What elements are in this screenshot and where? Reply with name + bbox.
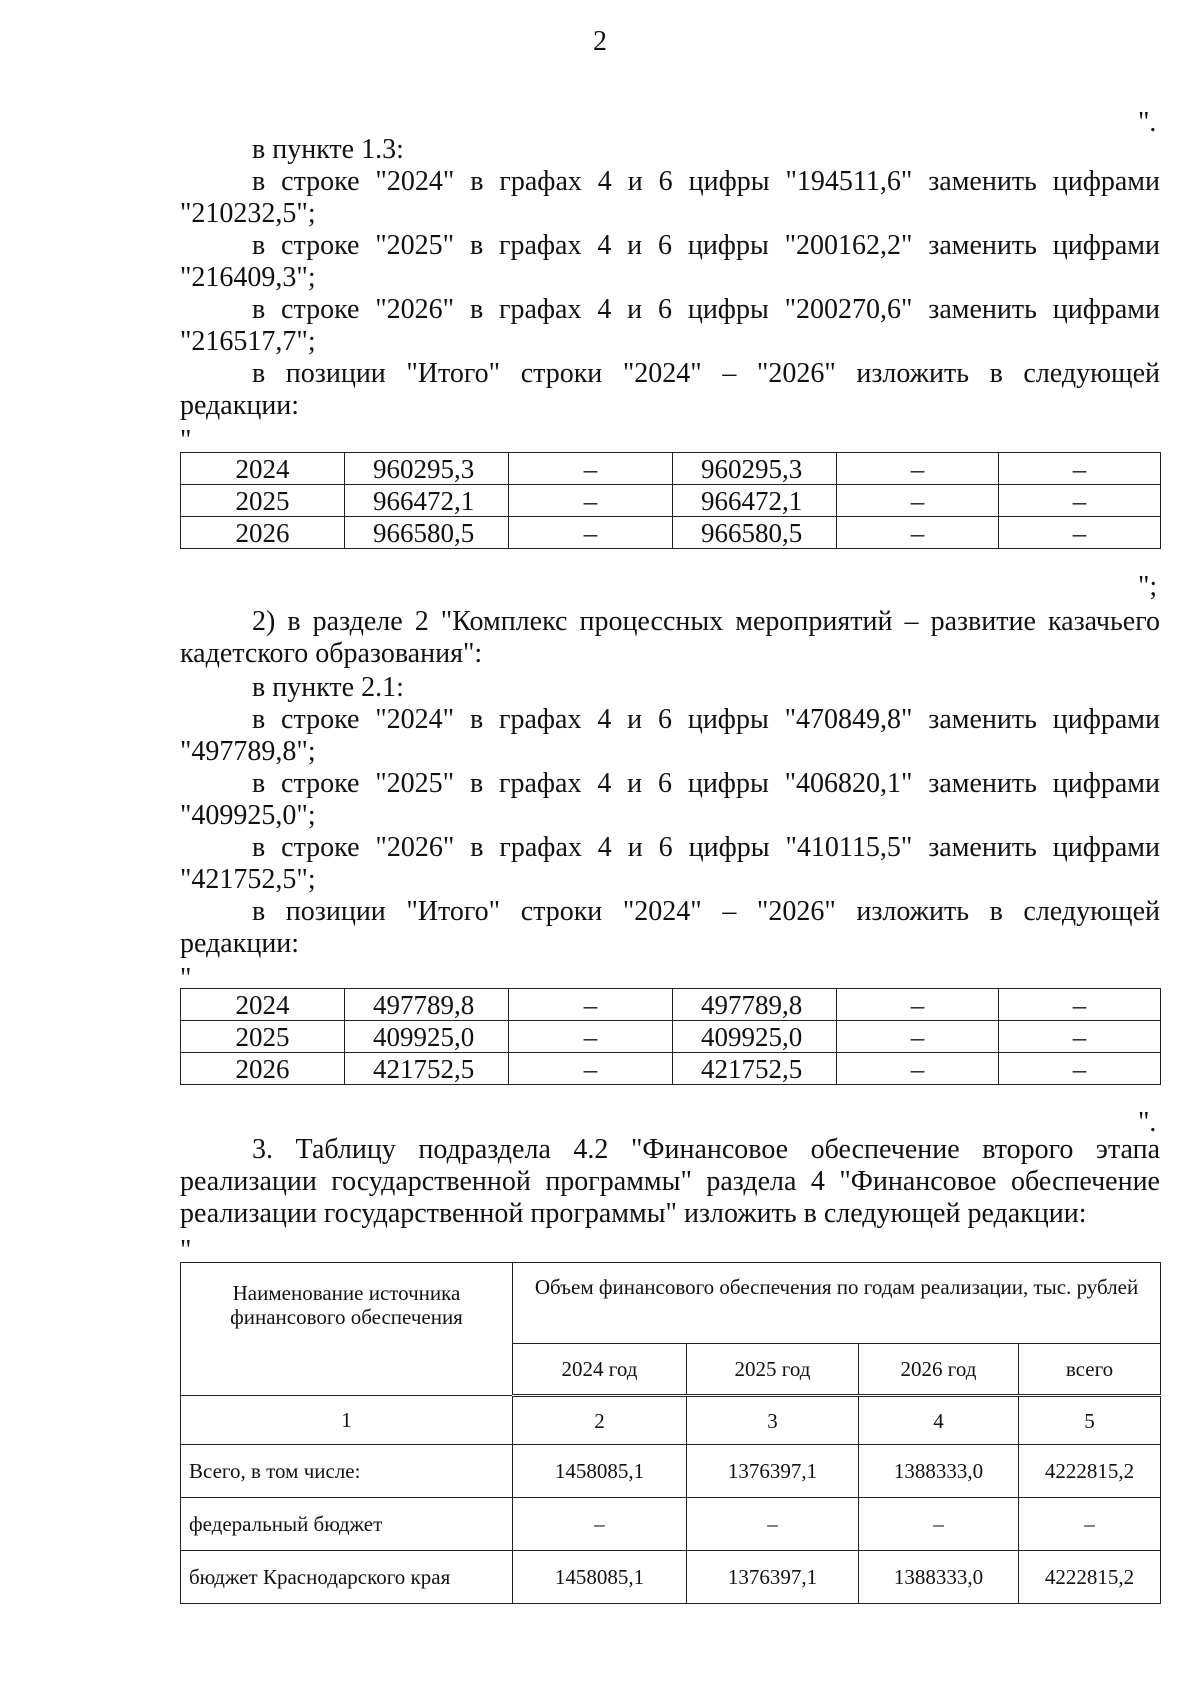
cell: 966580,5 <box>345 517 509 549</box>
cell: 966472,1 <box>673 485 837 517</box>
cell: 497789,8 <box>345 989 509 1021</box>
cell: 2025 <box>181 1021 345 1053</box>
cell: 1458085,1 <box>513 1551 687 1604</box>
s2-row2026-new: "421752,5"; <box>180 864 316 895</box>
cell: – <box>837 517 999 549</box>
page-number: 2 <box>593 26 607 57</box>
s1-total-a: в позиции "Итого" строки "2024" – "2026" изложить в следующей <box>252 358 1160 389</box>
s1-row2024-new: "210232,5"; <box>180 198 316 229</box>
s2-total-b: редакции: <box>180 928 300 959</box>
s1-table <box>180 452 1161 549</box>
column-number: 1 <box>181 1396 513 1445</box>
s2-open-quote: " <box>180 963 192 994</box>
cell: 960295,3 <box>673 453 837 485</box>
cell: 966472,1 <box>345 485 509 517</box>
column-number: 2 <box>513 1396 687 1445</box>
s2-row2025: в строке "2025" в графах 4 и 6 цифры "406820,1" заменить цифрами <box>252 768 1160 799</box>
source-name: бюджет Краснодарского края <box>181 1551 513 1604</box>
year-header: 2024 год <box>513 1344 687 1396</box>
table-row <box>181 1053 1161 1085</box>
s2-row2026: в строке "2026" в графах 4 и 6 цифры "410115,5" заменить цифрами <box>252 832 1160 863</box>
cell: – <box>509 453 673 485</box>
cell: – <box>509 1053 673 1085</box>
volume-header: Объем финансового обеспечения по годам реализации, тыс. рублей <box>513 1263 1161 1344</box>
cell: – <box>999 1053 1161 1085</box>
table-header-row <box>181 1263 1161 1344</box>
cell: 4222815,2 <box>1019 1445 1161 1498</box>
cell: 409925,0 <box>345 1021 509 1053</box>
column-number: 4 <box>859 1396 1019 1445</box>
cell: 4222815,2 <box>1019 1551 1161 1604</box>
s2-heading: 2) в разделе 2 "Комплекс процессных мероприятий – развитие казачьего кадетского образования": <box>180 606 1160 669</box>
year-header: 2026 год <box>859 1344 1019 1396</box>
s3-open-quote: " <box>180 1235 192 1266</box>
table-row <box>181 453 1161 485</box>
table-row <box>181 517 1161 549</box>
table-row <box>181 1021 1161 1053</box>
source-name: Всего, в том числе: <box>181 1445 513 1498</box>
table-row <box>181 485 1161 517</box>
s1-row2025: в строке "2025" в графах 4 и 6 цифры "200162,2" заменить цифрами <box>252 230 1160 261</box>
column-number: 3 <box>687 1396 859 1445</box>
s1-total-b: редакции: <box>180 390 300 421</box>
s2-total-a: в позиции "Итого" строки "2024" – "2026" изложить в следующей <box>252 896 1160 927</box>
s2-row2024: в строке "2024" в графах 4 и 6 цифры "470849,8" заменить цифрами <box>252 704 1160 735</box>
s3-heading: 3. Таблицу подраздела 4.2 "Финансовое обеспечение второго этапа реализации государственной программы" раздела 4 "Финансовое обеспечение реализации государственной программы" изложить в следующей редакции: <box>180 1134 1160 1229</box>
column-number: 5 <box>1019 1396 1161 1445</box>
column-number-row <box>181 1396 1161 1445</box>
cell: – <box>837 1053 999 1085</box>
cell: – <box>999 453 1161 485</box>
closing-quote-top: ". <box>1138 107 1157 138</box>
cell: – <box>859 1498 1019 1551</box>
table-row <box>181 989 1161 1021</box>
cell: – <box>1019 1498 1161 1551</box>
cell: – <box>837 989 999 1021</box>
cell: – <box>687 1498 859 1551</box>
source-header: Наименование источника финансового обеспечения <box>181 1263 513 1396</box>
cell: – <box>999 485 1161 517</box>
s1-row2026: в строке "2026" в графах 4 и 6 цифры "200270,6" заменить цифрами <box>252 294 1160 325</box>
cell: 2024 <box>181 989 345 1021</box>
cell: 2026 <box>181 517 345 549</box>
table-row <box>181 1445 1161 1498</box>
point-1-3: в пункте 1.3: <box>252 134 404 165</box>
cell: 1388333,0 <box>859 1445 1019 1498</box>
cell: – <box>509 485 673 517</box>
cell: 966580,5 <box>673 517 837 549</box>
s2-close-quote: ". <box>1138 1107 1157 1138</box>
s1-close-quote: "; <box>1138 571 1158 602</box>
cell: – <box>999 1021 1161 1053</box>
year-header: 2025 год <box>687 1344 859 1396</box>
s1-row2026-new: "216517,7"; <box>180 326 316 357</box>
s1-row2025-new: "216409,3"; <box>180 262 316 293</box>
cell: – <box>509 517 673 549</box>
cell: – <box>837 453 999 485</box>
cell: – <box>837 485 999 517</box>
cell: – <box>513 1498 687 1551</box>
cell: 960295,3 <box>345 453 509 485</box>
table-row <box>181 1551 1161 1604</box>
cell: 421752,5 <box>673 1053 837 1085</box>
cell: – <box>999 989 1161 1021</box>
cell: 1376397,1 <box>687 1445 859 1498</box>
cell: 497789,8 <box>673 989 837 1021</box>
cell: 421752,5 <box>345 1053 509 1085</box>
cell: – <box>509 1021 673 1053</box>
point-2-1: в пункте 2.1: <box>252 672 404 703</box>
cell: – <box>999 517 1161 549</box>
cell: 1388333,0 <box>859 1551 1019 1604</box>
cell: 2024 <box>181 453 345 485</box>
source-name: федеральный бюджет <box>181 1498 513 1551</box>
s2-row2024-new: "497789,8"; <box>180 736 316 767</box>
s1-row2024: в строке "2024" в графах 4 и 6 цифры "194511,6" заменить цифрами <box>252 166 1160 197</box>
cell: – <box>509 989 673 1021</box>
finance-table <box>180 1262 1161 1604</box>
cell: 2026 <box>181 1053 345 1085</box>
cell: 409925,0 <box>673 1021 837 1053</box>
cell: 2025 <box>181 485 345 517</box>
s2-row2025-new: "409925,0"; <box>180 800 316 831</box>
year-header: всего <box>1019 1344 1161 1396</box>
cell: 1376397,1 <box>687 1551 859 1604</box>
cell: 1458085,1 <box>513 1445 687 1498</box>
cell: – <box>837 1021 999 1053</box>
s1-open-quote: " <box>180 425 192 456</box>
table-row <box>181 1498 1161 1551</box>
s2-table <box>180 988 1161 1085</box>
